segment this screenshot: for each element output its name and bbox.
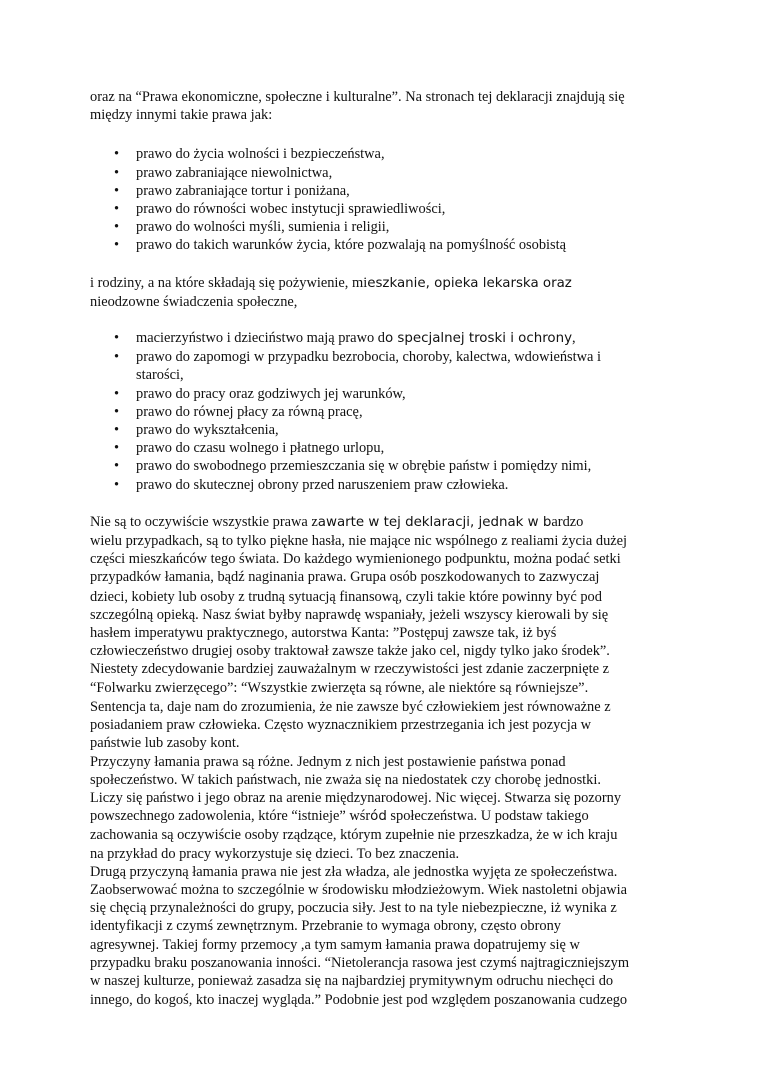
list-item [90,385,672,403]
body-paragraph [90,513,672,1009]
mid-paragraph [90,274,672,311]
text-run: macierzyństwo i dzieciństwo mają prawo d [136,330,385,347]
bullet-icon: • [114,422,120,439]
list-item [90,421,672,439]
text-run: , [572,330,576,347]
text-run: prawo do swobodnego przemieszczania się w obrębie państw i pomiędzy nimi, [136,458,592,475]
text-run: ny [465,973,482,989]
list-item [90,476,672,494]
text-run: hasłem imperatywu praktycznego, autorstwa Kanta: ”Postępuj zawsze tak, iż byś [90,625,557,642]
text-run: nieodzowne świadczenia społeczne, [90,293,298,310]
text-run: innego, do kogoś, kto inaczej wygląda.” Podobnie jest pod względem poszanowania cudzego [90,992,628,1009]
intro-line: oraz na “Prawa ekonomiczne, społeczne i kulturalne”. Na stronach tej deklaracji znajdują się [90,89,625,105]
rights-list-1 [90,145,672,254]
bullet-icon: • [114,237,120,254]
text-run: ardzo [551,513,584,530]
text-run: prawo do równości wobec instytucji sprawiedliwości, [136,201,446,218]
text-run: Drugą przyczyną łamania prawa nie jest zła władza, ale jednostka wyjęta ze społeczeństwa. [90,863,618,880]
text-run: prawo do pracy oraz godziwych jej warunków, [136,385,406,402]
intro-line: między innymi takie prawa jak: [90,107,273,124]
text-run: prawo do równej płacy za równą pracę, [136,403,363,420]
text-run: szczególną opieką. Nasz świat byłby naprawdę wspaniały, jeżeli wszyscy kierowali by się [90,606,609,623]
list-item [90,145,672,163]
text-run: zachowania są oczywiście osoby rządzące, którym zupełnie nie przeszkadza, że w ich kraju [90,827,618,844]
list-item [90,329,672,348]
rights-list-2 [90,329,672,494]
list-item [90,200,672,218]
text-run: Liczy się państwo i jego obraz na arenie międzynarodowej. Nic więcej. Stwarza się pozorny [90,789,622,806]
text-run: prawo zabraniające tortur i poniżana, [136,182,350,199]
text-run: Niestety zdecydowanie bardziej zauważalnym w rzeczywistości jest zdanie zaczerpnięte z [90,661,609,678]
text-run: prawo do wykształcenia, [136,422,279,439]
text-run: społeczeństwo. W takich państwach, nie zważa się na niedostatek czy chorobę jednostki. [90,771,601,788]
list-item [90,236,672,254]
bullet-icon: • [114,476,120,493]
text-run: agresywnej. Takiej formy przemocy ,a tym samym łamania prawa dopatrujemy się w [90,936,580,953]
text-run: ód [370,809,387,825]
text-run: prawo do wolności myśli, sumienia i religii, [136,219,390,236]
text-run: prawo do takich warunków życia, które pozwalają na pomyślność osobistą [136,237,566,254]
bullet-icon: • [114,182,120,199]
bullet-icon: • [114,349,120,366]
text-run: Sentencja ta, daje nam do zrozumienia, że nie zawsze być człowiekiem jest równoważne z [90,698,611,715]
text-run: w naszej kulturze, ponieważ zasadza się na najbardziej prymityw [90,972,466,989]
text-run: azwyczaj [545,569,600,586]
text-run: Zaobserwować można to szczególnie w środowisku młodzieżowym. Wiek nastoletni objawia [90,881,628,898]
bullet-icon: • [114,201,120,218]
list-item [90,348,672,384]
text-run: ówniejsze”. [520,679,589,696]
list-item [90,403,672,421]
text-run: Przyczyny łamania prawa są różne. Jednym z nich jest postawienie państwa ponad [90,753,566,770]
text-run: przypadków łamania, bądź naginania prawa. Grupa osób poszkodowanych to [90,569,539,586]
text-run: przypadku braku poszanowania inności. “Nietolerancja rasowa jest czymś najtragiczniejszym [90,954,630,971]
text-run: awarte w tej deklaracji, jednak w b [317,514,552,530]
text-run: starości, [136,367,184,384]
list-item [90,439,672,457]
text-run: m odruchu niechęci do [481,972,614,989]
text-run: powszechnego zadowolenia, które “istnieje” wśr [90,808,371,825]
bullet-icon: • [114,403,120,420]
text-run: człowieczeństwo drugiej osoby traktował zawsze także jako cel, nigdy tylko jako środek”. [90,643,610,660]
text-run: prawo do zapomogi w przypadku bezrobocia, choroby, kalectwa, wdowieństwa i [136,349,602,366]
bullet-icon: • [114,440,120,457]
text-run: wielu przypadkach, są to tylko piękne hasła, nie mające nic wspólnego z realiami życia dużej [90,533,628,550]
text-run: “Folwarku zwierzęcego”: “Wszystkie zwierzęta są równe, ale niektóre są [90,679,516,696]
list-item [90,457,672,475]
text-run: eszkanie, opieka lekarska oraz [367,275,572,291]
text-run: się chęcią przynależności do grupy, poczucia siły. Jest to na tyle niebezpieczne, iż wynika z [90,900,617,917]
text-run: prawo do życia wolności i bezpieczeństwa, [136,146,385,163]
text-run: dzieci, kobiety lub osoby z trudną sytuacją finansową, czyli takie które powinny być pod [90,588,602,605]
bullet-icon: • [114,458,120,475]
bullet-icon: • [114,330,120,347]
text-run: państwie lub zasoby kont. [90,735,240,752]
intro-paragraph [90,88,672,124]
text-run: z [538,570,546,586]
text-run: posiadaniem praw człowieka. Często wyznacznikiem przestrzegania ich jest pozycja w [90,717,592,734]
text-run: o specjalnej troski i ochrony [384,331,573,347]
text-run: Nie są to oczywiście wszystkie prawa z [90,513,318,530]
bullet-icon: • [114,164,120,181]
text-run: prawo do czasu wolnego i płatnego urlopu, [136,440,385,457]
list-item [90,164,672,182]
text-run: prawo zabraniające niewolnictwa, [136,164,333,181]
list-item [90,218,672,236]
bullet-icon: • [114,219,120,236]
text-run: i rodziny, a na które składają się pożywienie, mi [90,274,368,291]
text-run: identyfikacji z czymś zewnętrznym. Przebranie to wymaga obrony, często obrony [90,918,561,935]
text-run: na przykład do pracy wykorzystuje się dzieci. To bez znaczenia. [90,845,460,862]
list-item [90,182,672,200]
text-run: prawo do skutecznej obrony przed naruszeniem praw człowieka. [136,476,509,493]
document-page [90,88,672,1009]
bullet-icon: • [114,385,120,402]
text-run: społeczeństwa. U podstaw takiego [386,808,589,825]
bullet-icon: • [114,146,120,163]
text-run: części mieszkańców tego świata. Do każdego wymienionego podpunktu, można podać setki [90,551,621,568]
text-run: r [515,680,521,696]
